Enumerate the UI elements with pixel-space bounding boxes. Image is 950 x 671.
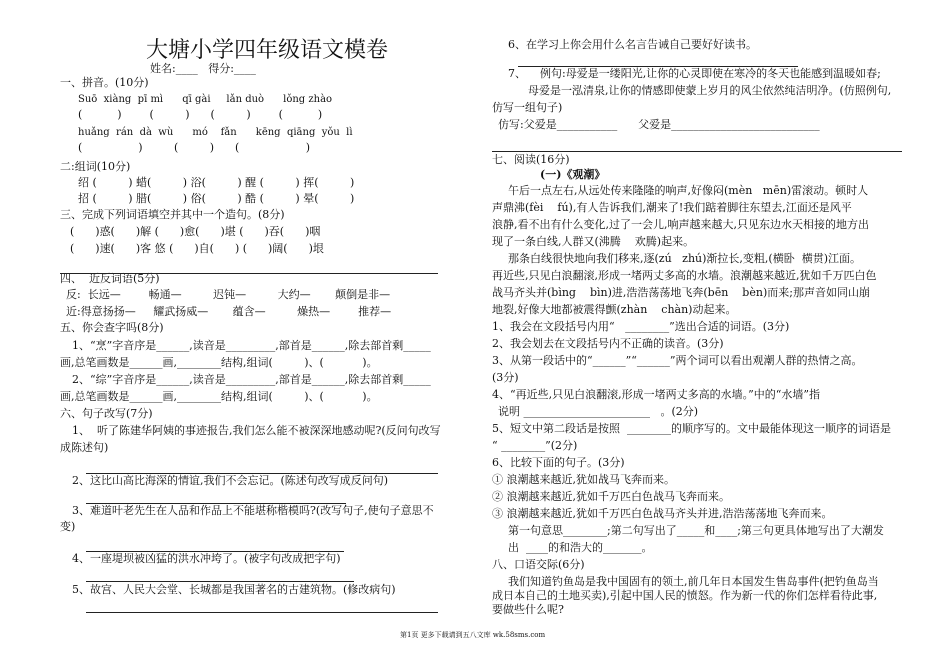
right-column-line: ② 浪潮越来越近,犹如千万匹白色战马飞奔而来。 — [492, 490, 730, 503]
left-column-line: 六、句子改写(7分) — [60, 407, 153, 420]
left-column-line: 1、“烹”字音序是______,读音是_________,部首是______,除去部首剩_____ — [72, 339, 431, 352]
answer-line[interactable] — [86, 503, 346, 504]
left-column-line: ( )惑( )解 ( )愈( )堪 ( )吞( )咽 — [70, 225, 321, 238]
left-column-line: 画,总笔画数是______画,________结构,组词( )、( )。 — [60, 390, 378, 403]
left-column-line: 近:得意扬扬— 耀武扬威— 蕴含— 燥热— 推荐— — [66, 305, 392, 318]
page-title: 大塘小学四年级语文模卷 — [146, 38, 389, 63]
right-column-line: 6、比较下面的句子。(3分) — [492, 456, 625, 469]
answer-line[interactable] — [492, 151, 902, 152]
right-column-line: “ ________”(2分) — [492, 439, 578, 452]
right-column-line: 八、口语交际(6分) — [492, 558, 585, 571]
right-column-line: 再近些,只见白浪翻滚,形成一堵两丈多高的水墙。浪潮越来越近,犹如千万匹白色 — [492, 269, 877, 282]
left-column-line: 招 ( ) 腊( ) 俗( ) 酷 ( ) 晕( ) — [78, 192, 355, 205]
left-column-line: 2、“综”字音序是______,读音是_________,部首是______,除去部首剩_____ — [72, 373, 431, 386]
right-column-line: 出 ____的和浩大的_______。 — [508, 541, 653, 554]
left-column-line: 3、难道叶老先生在人品和作品上不能堪称楷模吗?(改写句子,使句子意思不 — [72, 504, 434, 517]
left-column-line: ( ) ( ) ( ) — [78, 141, 311, 154]
right-column-line: 母爱是一泓清泉,让你的情感即使蒙上岁月的风尘依然纯洁明净。(仿照例句, — [528, 84, 892, 97]
right-column-line: (3分) — [492, 371, 519, 384]
right-column-line: 七、阅读(16分) — [492, 153, 570, 166]
left-column-line: 画,总笔画数是______画,________结构,组词( )、( )。 — [60, 356, 378, 369]
right-column-line: 我们知道钓鱼岛是我中国固有的领土,前几年日本国发生售岛事件(把钓鱼岛当 — [508, 575, 879, 588]
answer-line[interactable] — [86, 612, 438, 613]
left-column-line: 三、完成下列词语填空并其中一个造句。(8分) — [60, 208, 285, 221]
right-column-line: 7、 例句:母爱是一缕阳光,让你的心灵即使在寒冷的冬天也能感到温暖如春; — [508, 67, 881, 80]
right-column-line: 仿写:父爱是___________ 父爱是___________________________ — [498, 118, 820, 131]
left-column-line: 4、一座堤坝被凶猛的洪水冲垮了。(被字句改成把字句) — [72, 552, 341, 565]
left-column-line: 五、你会查字吗(8分) — [60, 321, 164, 334]
right-column-line: 浪静,看不出有什么变化,过了一会儿,响声越来越大,只见东边水天相接的地方出 — [492, 218, 869, 231]
left-column-line: 5、故宫、人民大会堂、长城都是我国著名的古建筑物。(修改病句) — [72, 583, 396, 596]
right-column-line: 1、我会在文段括号内用“ ________”选出合适的词语。(3分) — [492, 320, 790, 333]
left-column-line: 二:组词(10分) — [60, 160, 131, 173]
left-column-line: ( ) ( ) ( ) ( ) — [78, 108, 323, 121]
right-column-line: 声鼎沸(fèi fú),有人告诉我们,潮来了!我们踮着脚往东望去,江面还是风平 — [492, 201, 852, 214]
right-column-line: 那条白线很快地向我们移来,逐(zú zhú)渐拉长,变粗,(横卧 横贯)江面。 — [508, 252, 861, 265]
left-column-line: 绍 ( ) 蜡( ) 浴( ) 醒 ( ) 挥( ) — [78, 176, 355, 189]
answer-line[interactable] — [86, 473, 438, 474]
left-column-line: 2、这比山高比海深的情谊,我们不会忘记。(陈述句改写成反问句) — [72, 474, 389, 487]
right-column-line: 仿写一组句子) — [492, 101, 563, 114]
right-column-line: 地裂,好像大地都被震得颤(zhàn chàn)动起来。 — [492, 303, 737, 316]
left-column-line: 四、 近反词语(5分) — [60, 272, 160, 285]
right-column-line: 说明 _______________________ 。(2分) — [498, 405, 699, 418]
answer-line[interactable] — [86, 581, 354, 582]
right-column-line: 成日本自己的土地买卖),引起中国人民的愤怒。作为新一代的你们怎样看待此事, — [492, 589, 878, 602]
left-column-line: huǎng rán dà wù mó fǎn kēng qiāng yǒu lì — [78, 127, 353, 138]
answer-line[interactable] — [60, 273, 438, 274]
right-column-line: 战马齐头并(bìng bìn)进,浩浩荡荡地飞奔(bēn bèn)而来;那声音如同山崩 — [492, 286, 870, 299]
left-column-line: 1、 听了陈建华阿姨的事迹报告,我们怎么能不被深深地感动呢?(反问句改写 — [72, 424, 441, 437]
left-column-line: 姓名:____ 得分:____ — [150, 62, 256, 75]
answer-line[interactable] — [518, 66, 798, 67]
right-column-line: 午后一点左右,从远处传来隆隆的响声,好像闷(mèn mēn)雷滚动。顿时人 — [508, 184, 869, 197]
right-column-line: 要做些什么呢? — [492, 603, 564, 616]
left-column-line: 一、拼音。(10分) — [60, 76, 149, 89]
right-column-line: 2、我会划去在文段括号内不正确的读音。(3分) — [492, 337, 724, 350]
right-column-line: 6、在学习上你会用什么名言告诫自己要好好读书。 — [508, 38, 757, 51]
left-column-line: 反: 长远— 畅通— 迟钝— 大约— 颠倒是非— — [66, 288, 391, 301]
page-footer: 第1页 更多下载请到五八文库 wk.58sms.com — [400, 631, 546, 639]
right-column-line: 第一句意思________;第二句写出了_____和____;第三句更具体地写出了大潮发 — [508, 524, 884, 537]
left-column-line: 变) — [60, 520, 76, 533]
right-column-line: (一)《观潮》 — [540, 168, 606, 181]
right-column-line: 现了一条白线,人群又(沸腾 欢腾)起来。 — [492, 235, 695, 248]
right-column-line: 4、“再近些,只见白浪翻滚,形成一堵两丈多高的水墙。”中的“水墙”指 — [492, 388, 820, 401]
right-column-line: 3、从第一段话中的“______”“______”两个词可以看出观潮人群的热情之高。 — [492, 354, 863, 367]
left-column-line: 成陈述句) — [60, 441, 109, 454]
right-column-line: ① 浪潮越来越近,犹如战马飞奔而来。 — [492, 473, 675, 486]
left-column-line: Suō xiàng pī mì qī gài lǎn duò lǒng zhào — [78, 94, 333, 105]
left-column-line: ( )速( )客 悠 ( )自( ) ( )阔( )垠 — [70, 242, 324, 255]
answer-line[interactable] — [86, 551, 344, 552]
right-column-line: ③ 浪潮越来越近,犹如千万匹白色战马齐头并进,浩浩荡荡地飞奔而来。 — [492, 507, 833, 520]
right-column-line: 5、短文中第二段话是按照 ________的顺序写的。文中最能体现这一顺序的词语是 — [492, 422, 891, 435]
